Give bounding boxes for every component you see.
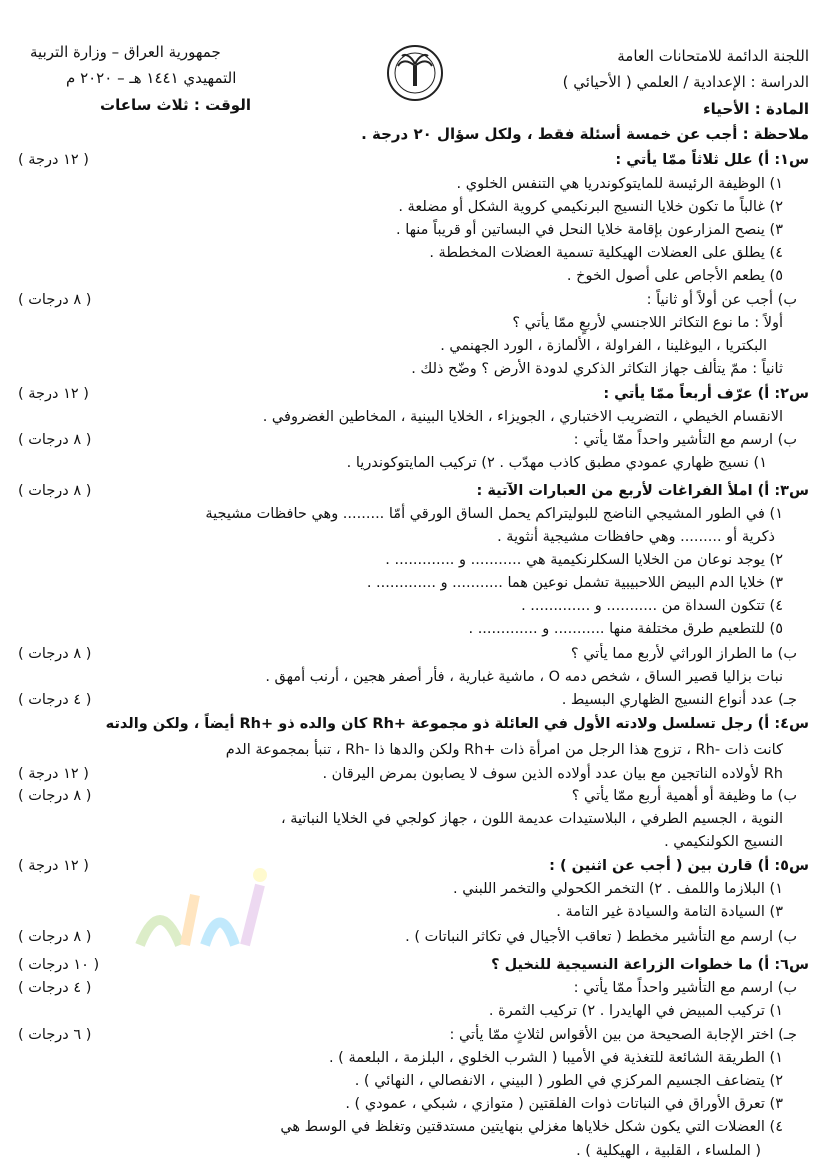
question-line: ٥) للتطعيم طرق مختلفة منها ........... و ............. . bbox=[468, 621, 783, 637]
header-time: الوقت : ثلاث ساعات bbox=[100, 96, 251, 114]
question-line: ٣) ينصح المزارعون بإقامة خلايا النحل في البساتين أو قريباً منها . bbox=[395, 222, 783, 238]
question-line: ب) ما وظيفة أو أهمية أربع ممّا يأتي ؟ bbox=[571, 788, 797, 804]
question-line: ١) في الطور المشيجي الناضج للبوليتراكم يحمل الساق الورقي أمّا ......... وهي حافظات مشيجية bbox=[205, 506, 783, 522]
grade-mark: ( ١٢ درجة ) bbox=[18, 766, 89, 782]
question-line: ٢) غالباً ما تكون خلايا النسيج البرنكيمي كروية الشكل أو مضلعة . bbox=[398, 199, 783, 215]
question-line: ٣) خلايا الدم البيض اللاحبيبية تشمل نوعين هما ........... و ............. . bbox=[366, 575, 783, 591]
header-subject: المادة : الأحياء bbox=[702, 100, 809, 118]
question-line: ٢) يتضاعف الجسيم المركزي في الطور ( البيني ، الانفصالي ، النهائي ) . bbox=[354, 1073, 783, 1089]
grade-mark: ( ١٢ درجة ) bbox=[18, 858, 89, 874]
question-line: ب) أجب عن أولاً أو ثانياً : bbox=[646, 292, 797, 308]
grade-mark: ( ٨ درجات ) bbox=[18, 788, 92, 804]
grade-mark: ( ٨ درجات ) bbox=[18, 483, 92, 499]
grade-mark: ( ١٠ درجات ) bbox=[18, 957, 100, 973]
grade-mark: ( ٦ درجات ) bbox=[18, 1027, 92, 1043]
question-line: س٢: أ) عرّف أربعاً ممّا يأتي : bbox=[603, 386, 809, 402]
header-committee: اللجنة الدائمة للامتحانات العامة bbox=[617, 47, 809, 65]
question-line: الانقسام الخيطي ، التضريب الاختباري ، الجويزاء ، الخلايا البينية ، المخاطين الغضروفي . bbox=[262, 409, 783, 425]
question-line: ثانياً : ممّ يتألف جهاز التكاثر الذكري لدودة الأرض ؟ وضّح ذلك . bbox=[411, 361, 783, 377]
question-line: البكتريا ، اليوغلينا ، الفراولة ، الألمازة ، الورد الجهنمي . bbox=[440, 338, 767, 354]
question-line: ذكرية أو ......... وهي حافظات مشيجية أنثوية . bbox=[497, 529, 775, 545]
question-line: ١) تركيب المبيض في الهايدرا . ٢) تركيب الثمرة . bbox=[488, 1003, 783, 1019]
ministry-seal-icon bbox=[386, 44, 444, 102]
question-line: س٥: أ) قارن بين ( أجب عن اثنين ) : bbox=[549, 858, 809, 874]
question-line: س٦: أ) ما خطوات الزراعة النسيجية للنخيل ؟ bbox=[491, 957, 809, 973]
exam-note: ملاحظة : أجب عن خمسة أسئلة فقط ، ولكل سؤال ٢٠ درجة . bbox=[361, 125, 809, 143]
grade-mark: ( ١٢ درجة ) bbox=[18, 152, 89, 168]
grade-mark: ( ٤ درجات ) bbox=[18, 980, 92, 996]
header-study: الدراسة : الإعدادية / العلمي ( الأحيائي ) bbox=[562, 73, 809, 91]
grade-mark: ( ٤ درجات ) bbox=[18, 692, 92, 708]
question-line: س٣: أ) املأ الفراغات لأربع من العبارات الآتية : bbox=[476, 483, 809, 499]
question-line: ب) ارسم مع التأشير مخطط ( تعاقب الأجيال في تكاثر النباتات ) . bbox=[405, 929, 797, 945]
question-line: Rh لأولاده الناتجين مع بيان عدد أولاده الذين سوف لا يصابون بمرض اليرقان . bbox=[322, 766, 783, 782]
question-line: نبات بزاليا قصير الساق ، شخص دمه O ، ماشية غبارية ، فأر أصفر هجين ، أرنب أمهق . bbox=[265, 669, 783, 685]
header-ministry: جمهورية العراق – وزارة التربية bbox=[30, 43, 221, 61]
grade-mark: ( ٨ درجات ) bbox=[18, 646, 92, 662]
question-line: كانت ذات -Rh ، تزوج هذا الرجل من امرأة ذات +Rh ولكن والدها ذا -Rh ، تنبأ بمجموعة الدم bbox=[225, 742, 783, 758]
question-line: جـ) عدد أنواع النسيج الظهاري البسيط . bbox=[561, 692, 797, 708]
header-session: التمهيدي ١٤٤١ هـ – ٢٠٢٠ م bbox=[66, 69, 237, 87]
question-line: ٤) تتكون السداة من ........... و ............. . bbox=[521, 598, 783, 614]
question-line: ٤) العضلات التي يكون شكل خلاياها مغزلي بنهايتين مستدقتين وتغلظ في الوسط هي bbox=[280, 1119, 783, 1135]
question-line: ١) الطريقة الشائعة للتغذية في الأميبا ( الشرب الخلوي ، البلزمة ، البلعمة ) . bbox=[328, 1050, 783, 1066]
question-line: ٤) يطلق على العضلات الهيكلية تسمية العضلات المخططة . bbox=[429, 245, 783, 261]
question-line: ( الملساء ، القلبية ، الهيكلية ) . bbox=[576, 1143, 761, 1159]
question-line: النسيج الكولنكيمي . bbox=[664, 834, 783, 850]
question-line: س٤: أ) رجل تسلسل ولادته الأول في العائلة ذو مجموعة +Rh كان والده ذو +Rh أيضاً ، ولكن والدته bbox=[105, 716, 809, 732]
question-line: النوية ، الجسيم الطرفي ، البلاستيدات عديمة اللون ، جهاز كولجي في الخلايا النباتية ، bbox=[280, 811, 783, 827]
question-line: ٥) يطعم الأجاص على أصول الخوخ . bbox=[566, 268, 783, 284]
question-line: أولاً : ما نوع التكاثر اللاجنسي لأربعٍ ممّا يأتي ؟ bbox=[512, 315, 783, 331]
question-line: ١) الوظيفة الرئيسة للمايتوكوندريا هي التنفس الخلوي . bbox=[456, 176, 783, 192]
question-line: ١) نسيج ظهاري عمودي مطبق كاذب مهدّب . ٢) تركيب المايتوكوندريا . bbox=[346, 455, 767, 471]
grade-mark: ( ٨ درجات ) bbox=[18, 292, 92, 308]
question-line: ١) البلازما واللمف . ٢) التخمر الكحولي والتخمر اللبني . bbox=[453, 881, 783, 897]
grade-mark: ( ٨ درجات ) bbox=[18, 432, 92, 448]
question-line: ٢) يوجد نوعان من الخلايا السكلرنكيمية هي ........... و ............. . bbox=[385, 552, 783, 568]
question-line: ب) ارسم مع التأشير واحداً ممّا يأتي : bbox=[573, 432, 797, 448]
watermark-logo-icon bbox=[120, 855, 290, 975]
question-line: ٣) السيادة التامة والسيادة غير التامة . bbox=[556, 904, 783, 920]
question-line: ٣) تعرق الأوراق في النباتات ذوات الفلقتين ( متوازي ، شبكي ، عمودي ) . bbox=[345, 1096, 783, 1112]
grade-mark: ( ٨ درجات ) bbox=[18, 929, 92, 945]
question-line: جـ) اختر الإجابة الصحيحة من بين الأقواس لثلاثٍ ممّا يأتي : bbox=[449, 1027, 797, 1043]
question-line: ب) ارسم مع التأشير واحداً ممّا يأتي : bbox=[573, 980, 797, 996]
question-line: س١: أ) علل ثلاثاً ممّا يأتي : bbox=[615, 152, 809, 168]
grade-mark: ( ١٢ درجة ) bbox=[18, 386, 89, 402]
question-line: ب) ما الطراز الوراثي لأربع مما يأتي ؟ bbox=[570, 646, 797, 662]
